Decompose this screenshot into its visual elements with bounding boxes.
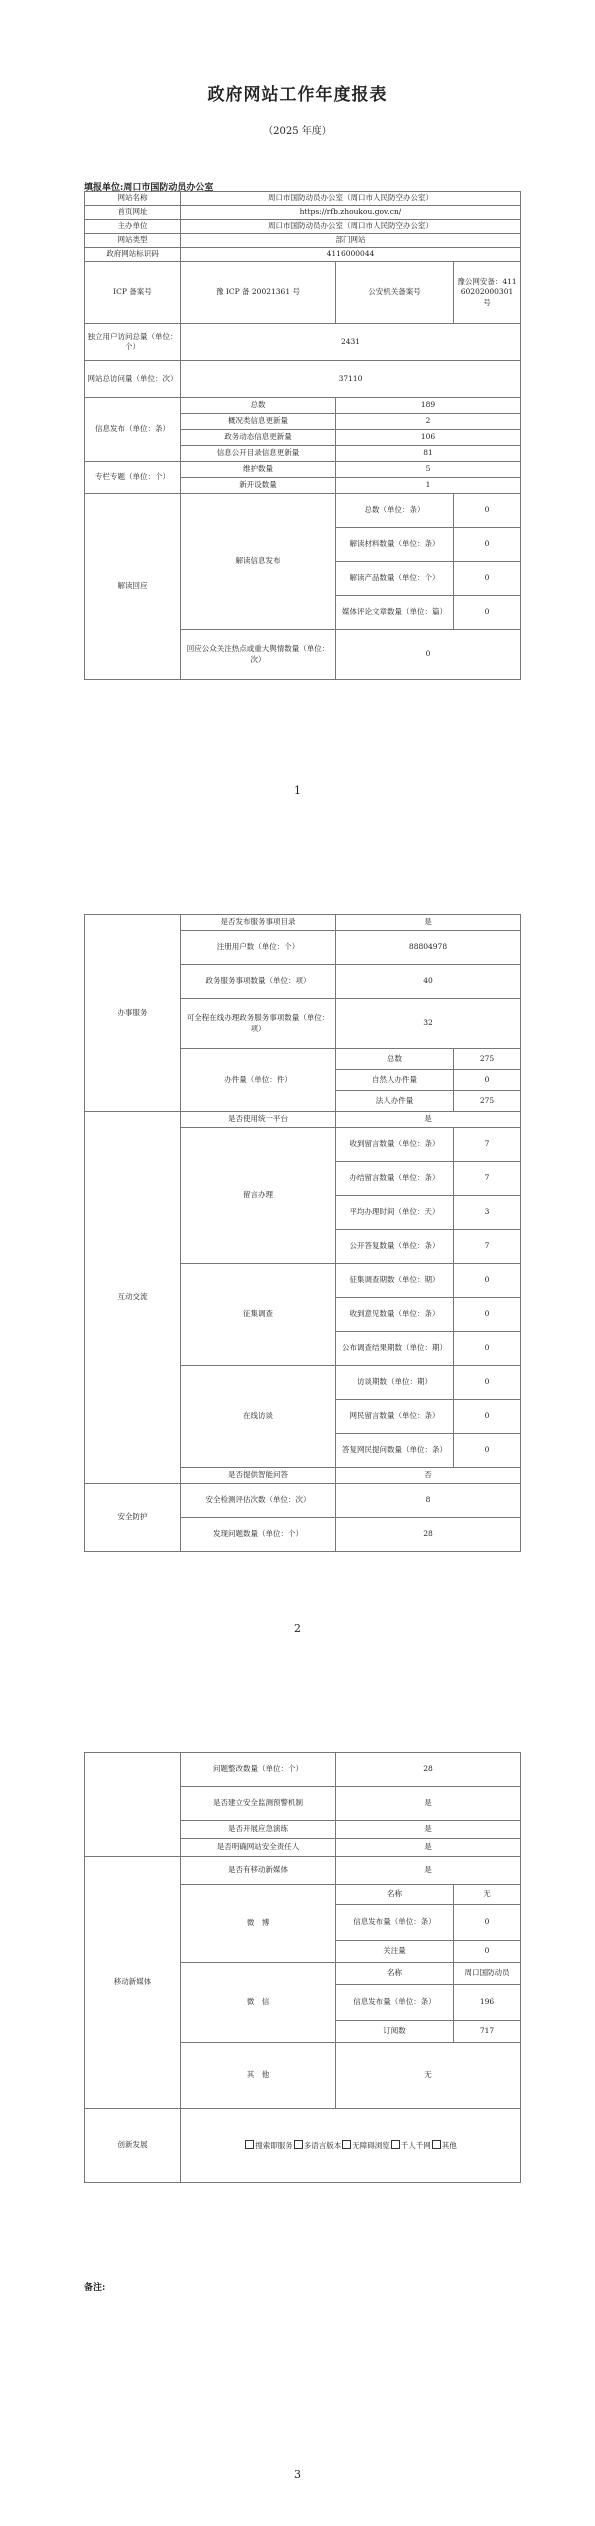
value-svc-handle-total: 275 xyxy=(454,1049,521,1070)
page-number-2: 2 xyxy=(294,1622,301,1635)
value-wechat-sub: 717 xyxy=(454,2021,521,2043)
label-site-code: 政府网站标识码 xyxy=(85,248,181,262)
value-svc-handle-person: 0 xyxy=(454,1070,521,1091)
option-personalized: 千人千网 xyxy=(400,2140,431,2150)
label-media: 移动新媒体 xyxy=(85,1857,181,2109)
label-info: 信息发布（单位：条） xyxy=(85,398,181,462)
label-innovation: 创新发展 xyxy=(85,2109,181,2183)
label-interp-material: 解读材料数量（单位：条） xyxy=(336,528,454,562)
label-svc-handle-person: 自然人办件量 xyxy=(336,1070,454,1091)
value-ia-interview-q: 0 xyxy=(454,1400,521,1434)
page-number-3: 3 xyxy=(294,2468,301,2481)
label-security-cont xyxy=(85,1753,181,1857)
value-column-new: 1 xyxy=(336,478,521,494)
label-home-url: 首页网址 xyxy=(85,206,181,220)
value-svc-users: 88804978 xyxy=(336,931,521,965)
label-ia-smart: 是否提供智能问答 xyxy=(181,1468,336,1484)
label-wechat-name: 名称 xyxy=(336,1963,454,1985)
report-year: （2025 年度） xyxy=(263,126,332,137)
value-media-has: 是 xyxy=(336,1857,521,1885)
value-other: 无 xyxy=(336,2043,521,2109)
value-sec-owner: 是 xyxy=(336,1839,521,1857)
value-svc-handle-legal: 275 xyxy=(454,1091,521,1112)
label-icp: ICP 备案号 xyxy=(85,262,181,324)
value-info-overview: 2 xyxy=(336,414,521,430)
page-number-1: 1 xyxy=(294,784,301,797)
value-wechat-posts: 196 xyxy=(454,1985,521,2021)
label-svc-handle: 办件量（单位：件） xyxy=(181,1049,336,1112)
label-interp-pub: 解读信息发布 xyxy=(181,494,336,630)
label-svc-online: 可全程在线办理政务服务事项数量（单位：项） xyxy=(181,999,336,1049)
label-ia-survey: 征集调查 xyxy=(181,1264,336,1366)
label-svc-catalog: 是否发布服务事项目录 xyxy=(181,915,336,931)
label-wechat-sub: 订阅数 xyxy=(336,2021,454,2043)
label-weibo-posts: 信息发布量（单位：条） xyxy=(336,1905,454,1941)
label-ia-survey-result: 公布调查结果期数（单位：期） xyxy=(336,1332,454,1366)
value-site-type: 部门网站 xyxy=(181,234,521,248)
label-site-type: 网站类型 xyxy=(85,234,181,248)
checkbox-search-service[interactable] xyxy=(245,2140,254,2149)
label-media-has: 是否有移动新媒体 xyxy=(181,1857,336,1885)
label-wechat-posts: 信息发布量（单位：条） xyxy=(336,1985,454,2021)
value-interp-media: 0 xyxy=(454,596,521,630)
checkbox-accessibility[interactable] xyxy=(342,2140,351,2149)
value-ia-survey-opinion: 0 xyxy=(454,1298,521,1332)
innovation-options xyxy=(181,2109,521,2183)
label-column-maint: 维护数量 xyxy=(181,462,336,478)
value-ia-interview-count: 0 xyxy=(454,1366,521,1400)
value-ia-smart: 否 xyxy=(336,1468,521,1484)
report-table-page-2 xyxy=(84,914,521,1552)
label-ia-survey-count: 征集调查期数（单位：期） xyxy=(336,1264,454,1298)
filler-unit: 填报单位:周口市国防动员办公室 xyxy=(84,183,214,193)
value-interp-material: 0 xyxy=(454,528,521,562)
label-info-catalog: 信息公开目录信息更新量 xyxy=(181,446,336,462)
label-svc-handle-legal: 法人办件量 xyxy=(336,1091,454,1112)
label-ia-interview-a: 答复网民提问数量（单位：条） xyxy=(336,1434,454,1468)
label-ia-survey-opinion: 收到意见数量（单位：条） xyxy=(336,1298,454,1332)
label-info-dynamic: 政务动态信息更新量 xyxy=(181,430,336,446)
value-info-catalog: 81 xyxy=(336,446,521,462)
checkbox-personalized[interactable] xyxy=(391,2140,400,2149)
value-info-total: 189 xyxy=(336,398,521,414)
option-multi-language: 多语言版本 xyxy=(303,2140,342,2150)
report-table-page-1 xyxy=(84,191,521,680)
page-title: 政府网站工作年度报表 xyxy=(207,85,388,105)
label-column-new: 新开设数量 xyxy=(181,478,336,494)
label-column: 专栏专题（单位：个） xyxy=(85,462,181,494)
label-ia-platform: 是否使用统一平台 xyxy=(181,1112,336,1128)
label-service: 办事服务 xyxy=(85,915,181,1112)
label-ia-msg-pub: 公开答复数量（单位：条） xyxy=(336,1230,454,1264)
label-other: 其 他 xyxy=(181,2043,336,2109)
label-wechat: 微 信 xyxy=(181,1963,336,2043)
label-sponsor: 主办单位 xyxy=(85,220,181,234)
label-uv: 独立用户访问总量（单位：个） xyxy=(85,324,181,361)
value-info-dynamic: 106 xyxy=(336,430,521,446)
value-pv: 37110 xyxy=(181,361,521,398)
label-security: 安全防护 xyxy=(85,1484,181,1552)
value-home-url: https://rfb.zhoukou.gov.cn/ xyxy=(181,206,521,220)
value-ia-interview-a: 0 xyxy=(454,1434,521,1468)
label-interp-total: 总数（单位：条） xyxy=(336,494,454,528)
value-sec-drill: 是 xyxy=(336,1821,521,1839)
value-svc-catalog: 是 xyxy=(336,915,521,931)
label-svc-users: 注册用户数（单位：个） xyxy=(181,931,336,965)
value-column-maint: 5 xyxy=(336,462,521,478)
label-sec-issue: 发现问题数量（单位：个） xyxy=(181,1518,336,1552)
label-sec-warn: 是否建立安全监测预警机制 xyxy=(181,1787,336,1821)
label-ia-msg-time: 平均办理时间（单位：天） xyxy=(336,1196,454,1230)
label-sec-owner: 是否明确网站安全责任人 xyxy=(181,1839,336,1857)
value-ia-msg-pub: 7 xyxy=(454,1230,521,1264)
value-interp-total: 0 xyxy=(454,494,521,528)
value-site-name: 周口市国防动员办公室（周口市人民防空办公室） xyxy=(181,192,521,206)
label-svc-handle-total: 总数 xyxy=(336,1049,454,1070)
option-search-service: 搜索即服务 xyxy=(255,2140,293,2150)
value-site-code: 4116000044 xyxy=(181,248,521,262)
label-sec-drill: 是否开展应急演练 xyxy=(181,1821,336,1839)
label-sec-fix: 问题整改数量（单位：个） xyxy=(181,1753,336,1787)
value-uv: 2431 xyxy=(181,324,521,361)
value-sec-warn: 是 xyxy=(336,1787,521,1821)
option-accessibility: 无障碍浏览 xyxy=(352,2140,390,2150)
value-svc-online: 32 xyxy=(336,999,521,1049)
label-ia-interview: 在线访谈 xyxy=(181,1366,336,1468)
label-svc-items: 政务服务事项数量（单位：项） xyxy=(181,965,336,999)
label-ia-msg-recv: 收到留言数量（单位：条） xyxy=(336,1128,454,1162)
value-police: 豫公网安备：41160202000301 号 xyxy=(454,262,521,324)
value-sec-check: 8 xyxy=(336,1484,521,1518)
label-ia-interview-count: 访谈期数（单位：期） xyxy=(336,1366,454,1400)
label-ia-interview-q: 网民留言数量（单位：条） xyxy=(336,1400,454,1434)
label-info-overview: 概况类信息更新量 xyxy=(181,414,336,430)
report-table-page-3 xyxy=(84,1752,521,2183)
value-weibo-name: 无 xyxy=(454,1885,521,1905)
value-icp: 豫 ICP 备 20021361 号 xyxy=(181,262,336,324)
value-ia-msg-recv: 7 xyxy=(454,1128,521,1162)
label-weibo-name: 名称 xyxy=(336,1885,454,1905)
note-label: 备注: xyxy=(84,2283,106,2293)
value-ia-survey-result: 0 xyxy=(454,1332,521,1366)
value-weibo-posts: 0 xyxy=(454,1905,521,1941)
value-sec-issue: 28 xyxy=(336,1518,521,1552)
value-interp-product: 0 xyxy=(454,562,521,596)
label-pv: 网站总访问量（单位：次） xyxy=(85,361,181,398)
label-weibo: 微 博 xyxy=(181,1885,336,1963)
label-ia-msg-done: 办结留言数量（单位：条） xyxy=(336,1162,454,1196)
value-ia-msg-time: 3 xyxy=(454,1196,521,1230)
checkbox-multi-language[interactable] xyxy=(294,2140,303,2149)
value-ia-survey-count: 0 xyxy=(454,1264,521,1298)
value-svc-items: 40 xyxy=(336,965,521,999)
label-sec-check: 安全检测评估次数（单位：次） xyxy=(181,1484,336,1518)
value-wechat-name: 周口国防动员 xyxy=(454,1963,521,1985)
checkbox-other[interactable] xyxy=(432,2140,441,2149)
label-info-total: 总数 xyxy=(181,398,336,414)
label-site-name: 网站名称 xyxy=(85,192,181,206)
label-police: 公安机关备案号 xyxy=(336,262,454,324)
value-ia-platform: 是 xyxy=(336,1112,521,1128)
value-weibo-follow: 0 xyxy=(454,1941,521,1963)
label-interp: 解读回应 xyxy=(85,494,181,680)
value-sponsor: 周口市国防动员办公室（周口市人民防空办公室） xyxy=(181,220,521,234)
value-interp-hot: 0 xyxy=(336,630,521,680)
label-interp-hot: 回应公众关注热点或重大舆情数量（单位：次） xyxy=(181,630,336,680)
label-interact: 互动交流 xyxy=(85,1112,181,1484)
label-interp-product: 解读产品数量（单位：个） xyxy=(336,562,454,596)
option-other: 其他 xyxy=(441,2140,457,2150)
value-sec-fix: 28 xyxy=(336,1753,521,1787)
value-ia-msg-done: 7 xyxy=(454,1162,521,1196)
label-interp-media: 媒体评论文章数量（单位：篇） xyxy=(336,596,454,630)
label-weibo-follow: 关注量 xyxy=(336,1941,454,1963)
label-ia-msg: 留言办理 xyxy=(181,1128,336,1264)
